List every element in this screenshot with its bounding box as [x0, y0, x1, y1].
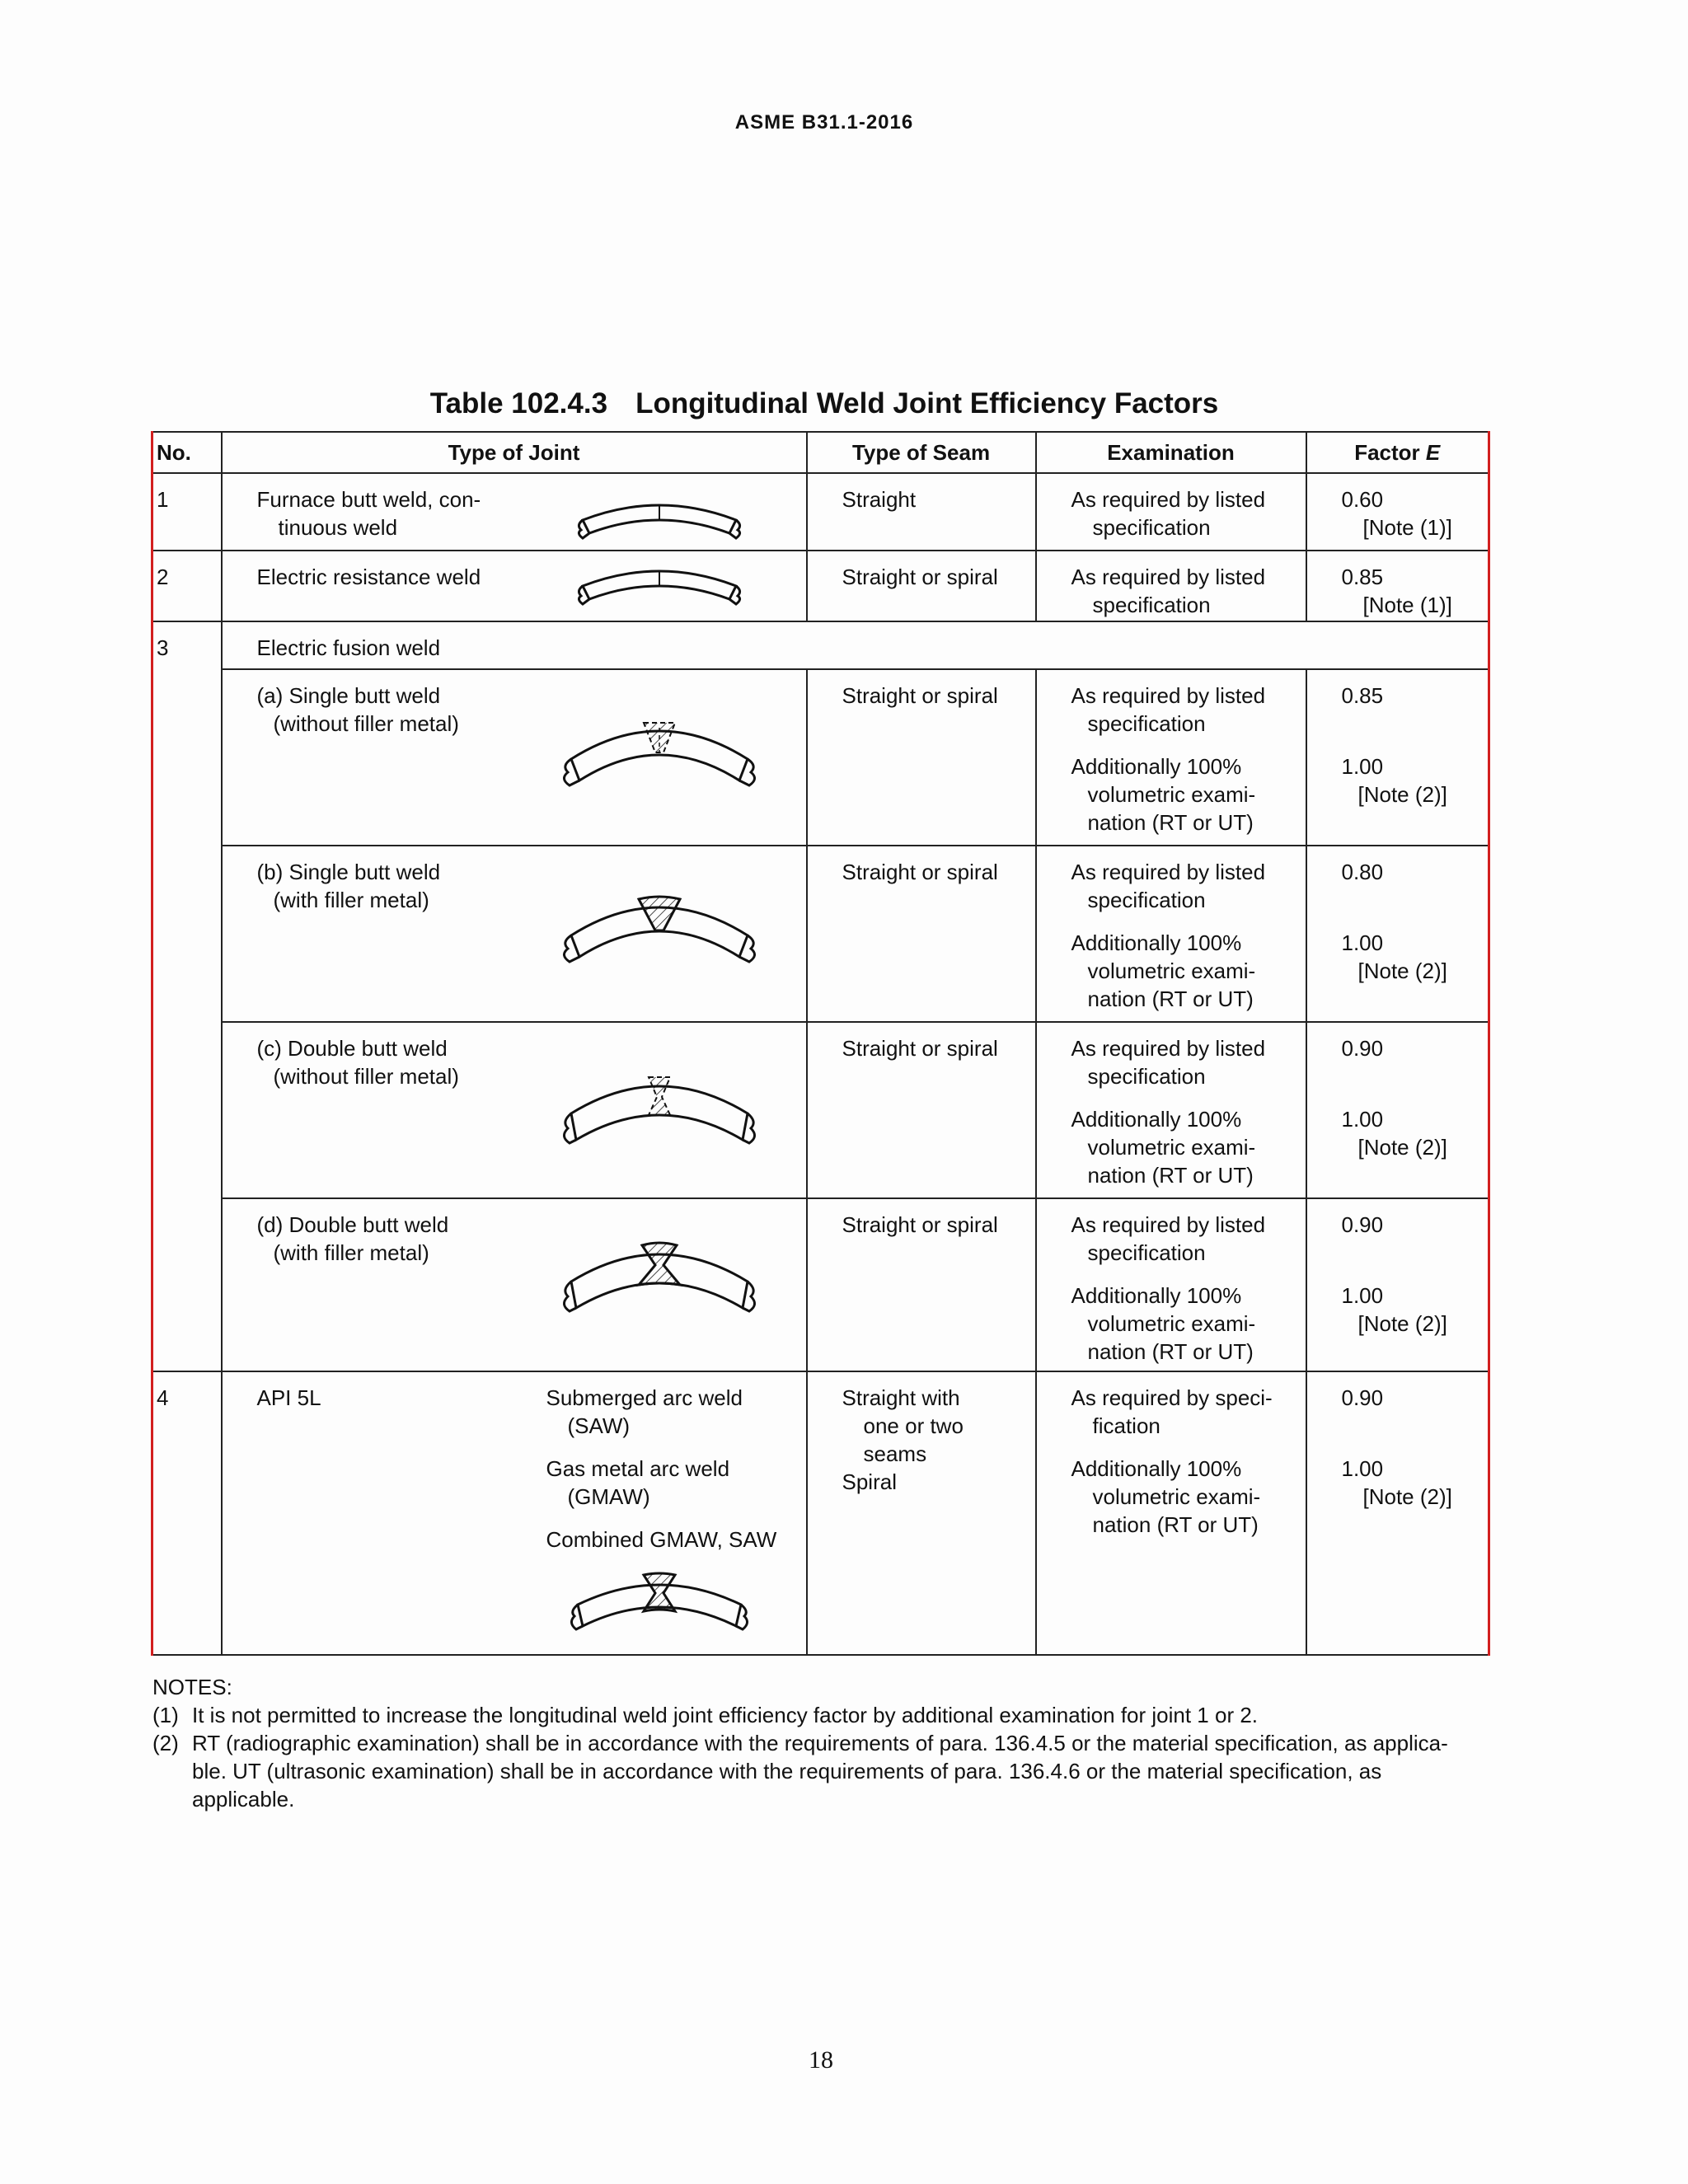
factor-cell: 0.90 1.00 [Note (2)] — [1306, 1198, 1489, 1371]
col-header-factor: Factor E — [1306, 432, 1489, 473]
joint-text: Electric resistance weld — [256, 565, 481, 589]
col-header-no: No. — [152, 432, 222, 473]
weld-process-list: Submerged arc weld (SAW) Gas metal arc weld (GMAW) Combined GMAW, SAW — [546, 1385, 777, 1552]
running-header: ASME B31.1-2016 — [734, 111, 914, 134]
furnace-butt-weld-diagram — [573, 495, 746, 541]
row-number: 4 — [152, 1371, 222, 1655]
seam-cell: Straight or spiral — [807, 846, 1036, 1022]
joint-cell — [222, 473, 807, 551]
note-2: (2) RT (radiographic examination) shall be in accordance with the requirements of para. 136.4.5 or the material specification, as applica- ble. UT (ultrasonic examination) shall be in accordance with the requirements of para. 136.4.6 or the material specification, as applicable. — [152, 1731, 1448, 1811]
exam-cell: As required by listed specification Additionally 100% volumetric exami- nation (RT or UT) — [1036, 1198, 1306, 1371]
table-caption: Longitudinal Weld Joint Efficiency Factors — [635, 387, 1219, 419]
table-row — [152, 473, 1489, 551]
factor-cell: 0.60 [Note (1)] — [1306, 473, 1489, 551]
table-row — [152, 1371, 1489, 1655]
joint-cell: (c) Double butt weld (without filler metal) — [222, 1022, 807, 1198]
exam-cell: As required by listed specification — [1036, 473, 1306, 551]
seam-cell: Straight or spiral — [807, 1022, 1036, 1198]
joint-cell: Electric fusion weld — [222, 621, 1489, 669]
row-number: 1 — [152, 473, 222, 551]
factor-cell: 0.80 1.00 [Note (2)] — [1306, 846, 1489, 1022]
page-number: 18 — [809, 2046, 833, 2074]
seam-cell: Straight with one or two seams Spiral — [807, 1371, 1036, 1655]
col-header-joint: Type of Joint — [222, 432, 807, 473]
exam-cell: As required by speci- fication Additionally 100% volumetric exami- nation (RT or UT) — [1036, 1371, 1306, 1655]
note-1: (1) It is not permitted to increase the longitudinal weld joint efficiency factor by additional examination for joint 1 or 2. — [152, 1703, 1259, 1727]
table-notes — [152, 1673, 1471, 1813]
single-butt-weld-with-filler-diagram — [556, 888, 762, 978]
seam-cell: Straight or spiral — [807, 551, 1036, 621]
notes-heading: NOTES: — [152, 1675, 232, 1699]
factor-cell: 0.85 [Note (1)] — [1306, 551, 1489, 621]
api-5l-weld-diagram — [565, 1568, 754, 1643]
factor-cell: 0.85 1.00 [Note (2)] — [1306, 669, 1489, 846]
row-number: 2 — [152, 551, 222, 621]
joint-text: API 5L — [256, 1385, 321, 1410]
electric-resistance-weld-diagram — [573, 561, 746, 607]
joint-cell: (b) Single butt weld (with filler metal) — [222, 846, 807, 1022]
seam-cell: Straight or spiral — [807, 669, 1036, 846]
col-header-exam: Examination — [1036, 432, 1306, 473]
exam-cell: As required by listed specification — [1036, 551, 1306, 621]
table-title — [0, 387, 1648, 420]
table-number: Table 102.4.3 — [429, 387, 608, 419]
exam-cell: As required by listed specification Additionally 100% volumetric exami- nation (RT or UT) — [1036, 669, 1306, 846]
joint-cell — [222, 551, 807, 621]
factor-cell: 0.90 1.00 [Note (2)] — [1306, 1022, 1489, 1198]
factor-cell: 0.90 1.00 [Note (2)] — [1306, 1371, 1489, 1655]
joint-cell — [222, 1371, 807, 1655]
seam-cell: Straight — [807, 473, 1036, 551]
joint-cell: (a) Single butt weld (without filler metal) — [222, 669, 807, 846]
joint-cell: (d) Double butt weld (with filler metal) — [222, 1198, 807, 1371]
col-header-seam: Type of Seam — [807, 432, 1036, 473]
joint-text: tinuous weld — [278, 515, 398, 540]
table-row — [152, 551, 1489, 621]
table-row — [152, 1022, 1489, 1198]
table-row — [152, 669, 1489, 846]
double-butt-weld-with-filler-diagram — [556, 1232, 762, 1331]
exam-cell: As required by listed specification Additionally 100% volumetric exami- nation (RT or UT) — [1036, 1022, 1306, 1198]
table-row — [152, 621, 1489, 669]
single-butt-weld-no-filler-diagram — [556, 711, 762, 802]
seam-cell: Straight or spiral — [807, 1198, 1036, 1371]
table-row — [152, 846, 1489, 1022]
weld-efficiency-table — [151, 431, 1490, 1656]
header-row — [152, 432, 1489, 473]
exam-cell: As required by listed specification Additionally 100% volumetric exami- nation (RT or UT) — [1036, 846, 1306, 1022]
row-number: 3 — [152, 621, 222, 1371]
joint-text: Furnace butt weld, con- — [256, 487, 481, 512]
double-butt-weld-no-filler-diagram — [556, 1064, 762, 1163]
table-row — [152, 1198, 1489, 1371]
